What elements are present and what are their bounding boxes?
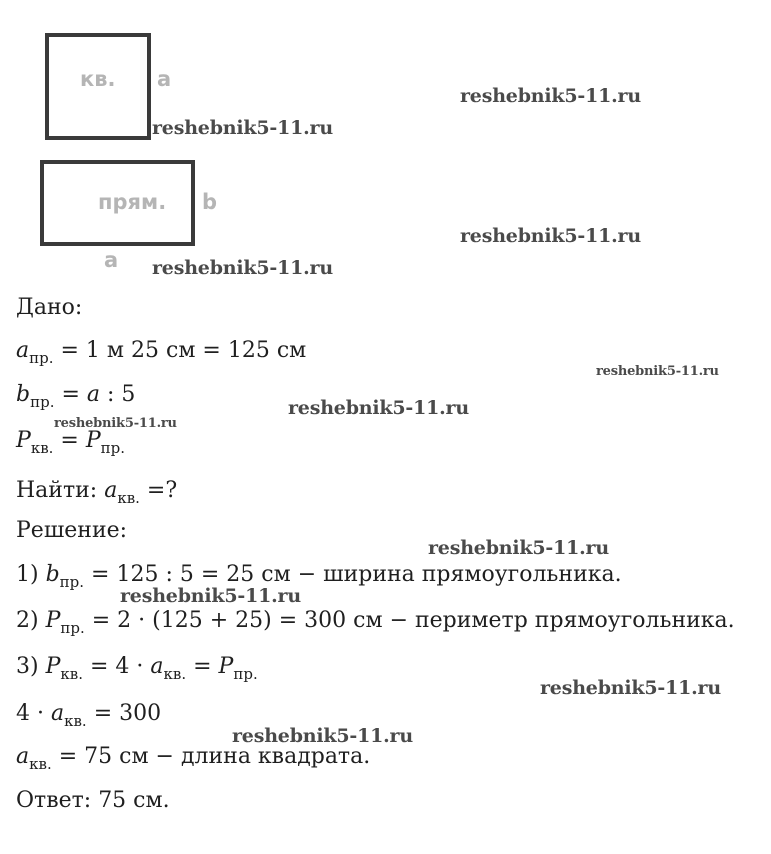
- var: P: [85, 428, 101, 453]
- given-line-1: [16, 338, 307, 367]
- subscript: пр.: [60, 619, 85, 637]
- var: P: [218, 654, 234, 679]
- given-line-2: [16, 382, 136, 411]
- var: b: [16, 382, 31, 407]
- find-label: Найти:: [16, 478, 105, 503]
- solution-step-5: [16, 744, 371, 773]
- var: a: [16, 338, 30, 363]
- rectangle-label: прям.: [98, 190, 167, 214]
- expr: =?: [139, 478, 178, 503]
- square-label: кв.: [80, 67, 116, 91]
- subscript: кв.: [163, 665, 187, 683]
- subscript: пр.: [30, 393, 55, 411]
- find-line: [16, 478, 178, 507]
- watermark: reshebnik5-11.ru: [288, 397, 469, 419]
- var: a: [150, 654, 164, 679]
- watermark: reshebnik5-11.ru: [54, 416, 177, 431]
- subscript: кв.: [64, 712, 87, 730]
- expr: =: [186, 654, 219, 679]
- rectangle-side-a-label: a: [104, 248, 119, 272]
- watermark: reshebnik5-11.ru: [428, 537, 609, 559]
- subscript: кв.: [30, 439, 54, 457]
- solution-step-4: [16, 701, 162, 730]
- watermark: reshebnik5-11.ru: [152, 257, 333, 279]
- var: a: [16, 744, 30, 769]
- solution-step-3: [16, 654, 258, 683]
- expr: = 75 см − длина квадрата.: [51, 744, 371, 769]
- watermark: reshebnik5-11.ru: [152, 117, 333, 139]
- expr: 4 ·: [16, 701, 51, 726]
- expr: = 4 ·: [82, 654, 151, 679]
- solution-step-2: [16, 608, 735, 637]
- step-number: 2): [16, 608, 46, 633]
- expr: = 1 м 25 см = 125 см: [53, 338, 307, 363]
- solution-heading: Решение:: [16, 518, 128, 543]
- rectangle-side-b-label: b: [202, 190, 218, 214]
- watermark: reshebnik5-11.ru: [460, 85, 641, 107]
- expr: = 125 : 5 = 25 см − ширина прямоугольника.: [84, 562, 622, 587]
- watermark: reshebnik5-11.ru: [232, 725, 413, 747]
- var: a: [86, 382, 101, 407]
- var: b: [45, 562, 60, 587]
- watermark: reshebnik5-11.ru: [460, 225, 641, 247]
- step-number: 3): [16, 654, 46, 679]
- var: P: [45, 608, 61, 633]
- expr: = 300: [86, 701, 162, 726]
- square-side-label: a: [157, 67, 172, 91]
- subscript: кв.: [29, 755, 52, 773]
- expr: =: [54, 382, 87, 407]
- var: P: [45, 654, 61, 679]
- expr: =: [53, 428, 86, 453]
- watermark: reshebnik5-11.ru: [596, 364, 719, 379]
- expr: : 5: [100, 382, 136, 407]
- watermark: reshebnik5-11.ru: [540, 677, 721, 699]
- var: P: [16, 428, 31, 453]
- subscript: пр.: [29, 349, 54, 367]
- subscript: кв.: [60, 665, 83, 683]
- given-line-3: [16, 428, 126, 457]
- var: a: [50, 701, 65, 726]
- var: a: [104, 478, 118, 503]
- subscript: кв.: [117, 489, 140, 507]
- solution-step-1: [16, 562, 622, 591]
- watermark: reshebnik5-11.ru: [120, 585, 301, 607]
- subscript: пр.: [100, 439, 126, 457]
- subscript: пр.: [233, 665, 258, 683]
- subscript: пр.: [59, 573, 85, 591]
- expr: = 2 · (125 + 25) = 300 см − периметр прямоугольника.: [84, 608, 735, 633]
- given-heading: Дано:: [16, 295, 83, 320]
- step-number: 1): [16, 562, 46, 587]
- answer-line: Ответ: 75 см.: [16, 788, 170, 813]
